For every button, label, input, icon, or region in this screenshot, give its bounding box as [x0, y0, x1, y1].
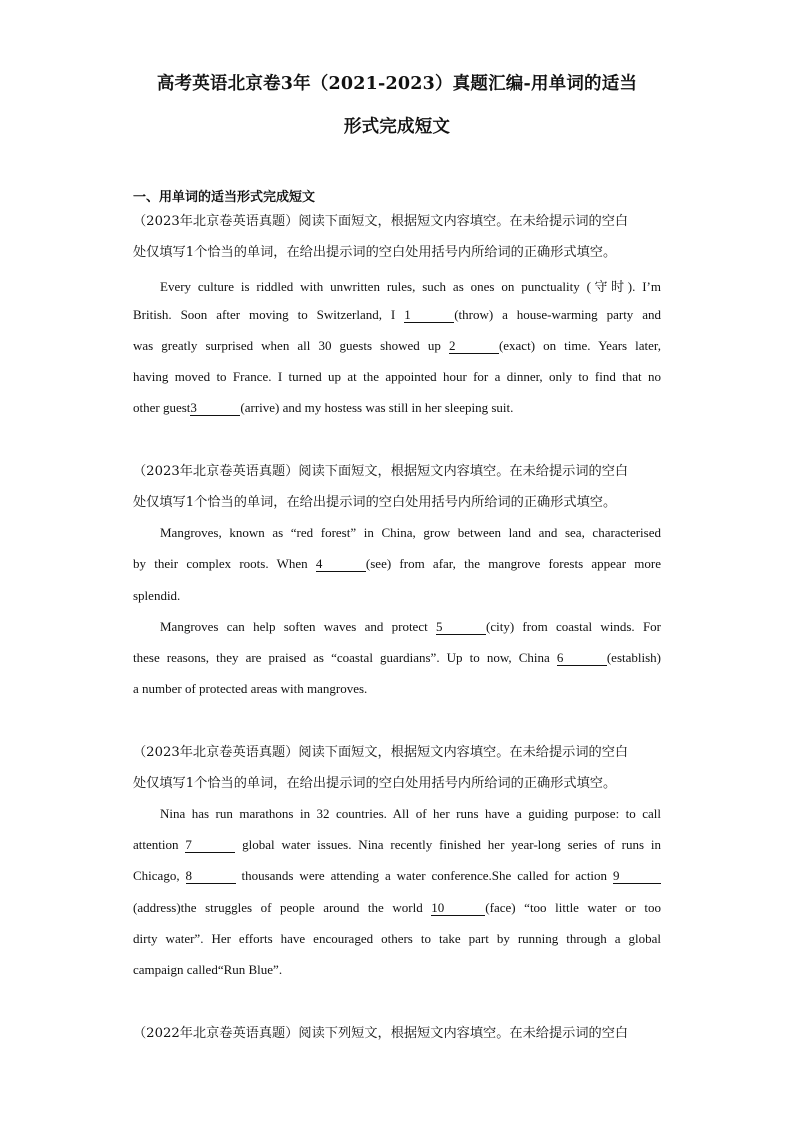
document-title-line-1: 高考英语北京卷3年（2021-2023）真题汇编-用单词的适当	[156, 74, 638, 94]
passage-intro-line: 处仅填写1个恰当的单词，在给出提示词的空白处用括号内所给词的正确形式填空。	[133, 495, 617, 510]
answer-blank[interactable]: 3	[190, 401, 240, 416]
passage-text-line: splendid.	[133, 588, 181, 603]
answer-blank[interactable]: 1	[404, 308, 454, 323]
answer-blank[interactable]: 2	[449, 339, 499, 354]
passage-text-line: Mangroves can help soften waves and protect 5 (city) from coastal winds. For	[160, 619, 662, 634]
answer-blank[interactable]: 5	[436, 620, 486, 635]
answer-blank[interactable]: 9	[613, 869, 661, 884]
passage-text-line: Nina has run marathons in 32 countries. All of her runs have a guiding purpose: to call	[160, 806, 661, 821]
answer-blank[interactable]: 6	[557, 651, 607, 666]
passage-intro-line: （2023年北京卷英语真题）阅读下面短文，根据短文内容填空。在未给提示词的空白	[133, 745, 629, 760]
passage-text-line: a number of protected areas with mangroves.	[133, 681, 368, 696]
passage-intro-line: 处仅填写1个恰当的单词，在给出提示词的空白处用括号内所给词的正确形式填空。	[133, 245, 617, 260]
document-title-line-2: 形式完成短文	[343, 117, 451, 137]
answer-blank[interactable]: 8	[186, 869, 236, 884]
passage-text-line: Every culture is riddled with unwritten rules, such as ones on punctuality (守时). I’m	[160, 279, 661, 294]
passage-intro-line: 处仅填写1个恰当的单词，在给出提示词的空白处用括号内所给词的正确形式填空。	[133, 776, 617, 791]
passage-text-line: dirty water”. Her efforts have encouraged others to take part by running through a global	[133, 931, 661, 946]
passage-text-line: these reasons, they are praised as “coastal guardians”. Up to now, China 6 (establish)	[133, 650, 661, 665]
passage-text-line: campaign called“Run Blue”.	[133, 962, 283, 977]
passage-text-line: Chicago, 8 thousands were attending a water conference.She called for action 9	[133, 868, 661, 884]
passage-text-line: having moved to France. I turned up at the appointed hour for a dinner, only to find that no	[133, 369, 661, 384]
passage-text-line: Mangroves, known as “red forest” in China, grow between land and sea, characterised	[160, 525, 661, 540]
passage-intro-line: （2022年北京卷英语真题）阅读下列短文，根据短文内容填空。在未给提示词的空白	[133, 1026, 629, 1041]
answer-blank[interactable]: 7	[185, 838, 235, 853]
answer-blank[interactable]: 4	[316, 557, 366, 572]
passage-text-line: attention 7 global water issues. Nina recently finished her year-long series of runs in	[133, 837, 662, 852]
section-heading: 一、用单词的适当形式完成短文	[133, 190, 316, 205]
passage-text-line: British. Soon after moving to Switzerland, I 1 (throw) a house-warming party and	[133, 307, 661, 322]
passage-text-line: by their complex roots. When 4 (see) from afar, the mangrove forests appear more	[133, 556, 661, 571]
passage-intro-line: （2023年北京卷英语真题）阅读下面短文，根据短文内容填空。在未给提示词的空白	[133, 464, 629, 479]
passage-intro-line: （2023年北京卷英语真题）阅读下面短文，根据短文内容填空。在未给提示词的空白	[133, 214, 629, 229]
passage-text-line: (address)the struggles of people around the world 10 (face) “too little water or too	[133, 900, 661, 915]
answer-blank[interactable]: 10	[431, 901, 485, 916]
passage-text-line: other guest3 (arrive) and my hostess was still in her sleeping suit.	[133, 400, 514, 415]
passage-text-line: was greatly surprised when all 30 guests showed up 2 (exact) on time. Years later,	[133, 338, 661, 353]
